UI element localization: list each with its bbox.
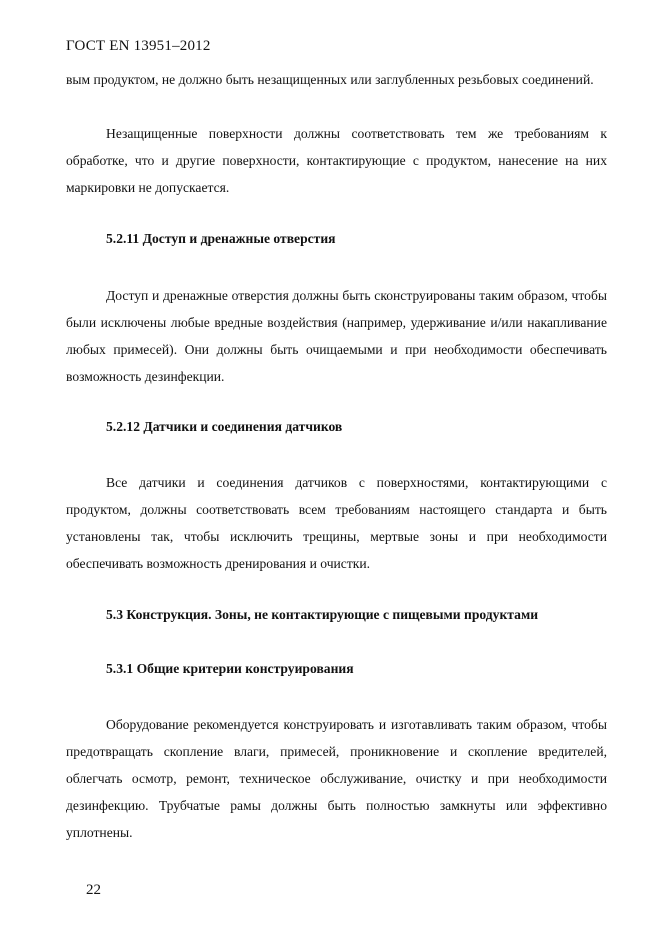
paragraph-design-criteria: Оборудование рекомендуется конструировать и изготавливать таким образом, чтобы предотвращать скопление влаги, примесей, проникновение и скопление вредителей, облегчать осмотр, ремонт, техническое обслуживание, очистку и при необходимости дезинфекцию. Трубчатые рамы должны быть полностью замкнуты или эффективно уплотнены.: [66, 717, 607, 840]
paragraph-sensors: Все датчики и соединения датчиков с поверхностями, контактирующими с продуктом, должны соответствовать всем требованиям настоящего стандарта и быть установлены так, чтобы исключить трещины, мертвые зоны и при необходимости обеспечивать возможность дренирования и очистки.: [66, 475, 607, 571]
paragraph-access-drainage: Доступ и дренажные отверстия должны быть сконструированы таким образом, чтобы были исключены любые вредные воздействия (например, удерживание и/или накапливание любых примесей). Они должны быть очищаемыми и при необходимости обеспечивать возможность дезинфекции.: [66, 288, 607, 384]
section-heading-5-2-12: 5.2.12 Датчики и соединения датчиков: [106, 419, 343, 434]
paragraph-continuation: вым продуктом, не должно быть незащищенных или заглубленных резьбовых соединений.: [66, 72, 594, 87]
section-heading-5-3-1: 5.3.1 Общие критерии конструирования: [106, 661, 354, 676]
section-heading-5-3: 5.3 Конструкция. Зоны, не контактирующие с пищевыми продуктами: [106, 607, 539, 622]
document-header: ГОСТ EN 13951–2012: [66, 38, 211, 54]
section-heading-5-2-11: 5.2.11 Доступ и дренажные отверстия: [106, 231, 336, 246]
paragraph-unprotected-surfaces: Незащищенные поверхности должны соответствовать тем же требованиям к обработке, что и другие поверхности, контактирующие с продуктом, нанесение на них маркировки не допускается.: [66, 126, 607, 195]
page-number: 22: [86, 882, 101, 898]
